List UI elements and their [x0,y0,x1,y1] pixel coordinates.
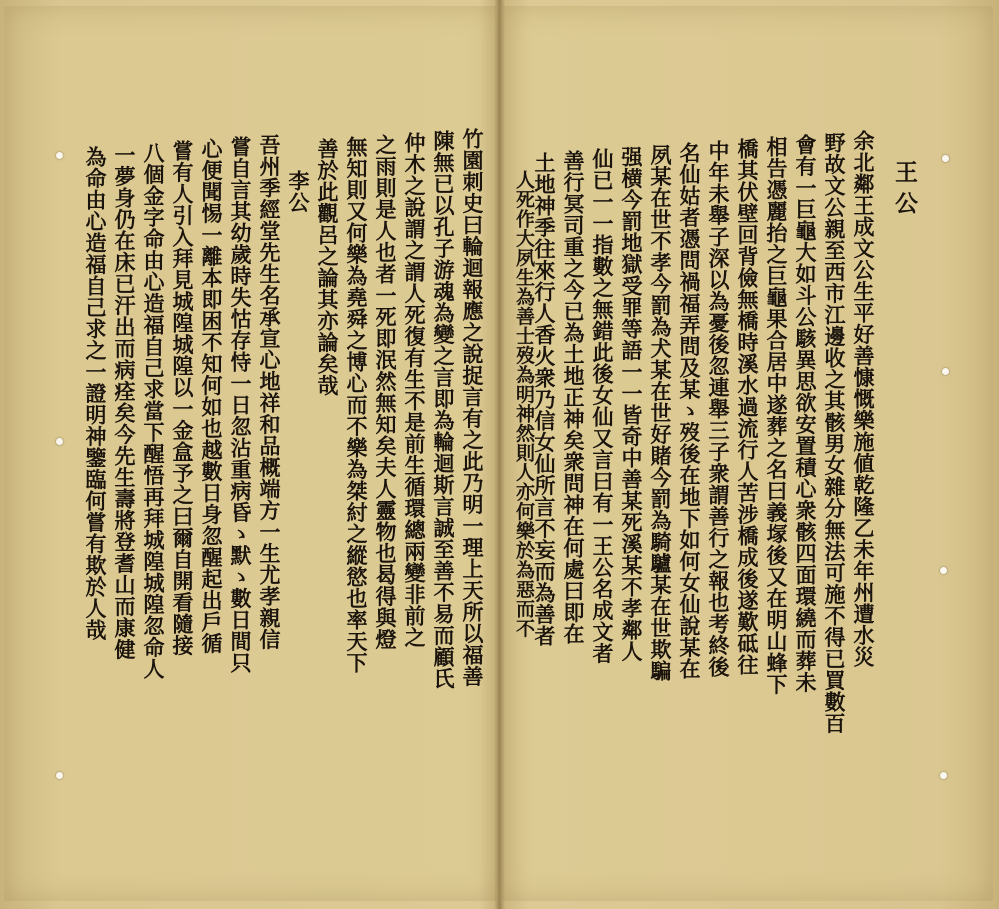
text-column: 强横今罰地獄受罪等語一一皆奇中善某死溪某不孝鄰人 [619,146,644,662]
binding-hole [56,772,63,779]
text-column: 人死作大夙生為善士歿為明神然則人亦何樂於為惡而不 [513,170,535,638]
binding-hole [940,567,947,574]
text-column: 會有一巨龜大如斗公駭異思欲安置積心衆骸四面環繞而葬未 [793,134,818,693]
text-column: 善於此觀呂之論其亦論矣哉 [315,138,340,396]
text-column: 土地神季往來行人香火衆乃信女仙所言不妄而為善者 [532,152,557,647]
text-column: 余北鄰王成文公生平好善慷慨樂施値乾隆乙未年州遭水災 [851,130,876,668]
text-column: 無知則又何樂為堯舜之博心而不樂為桀紂之縱慾也率天下 [344,136,369,674]
text-column: 為命由心造福自己求之一證明神鑒臨何嘗有欺於人哉 [83,146,108,641]
binding-hole [940,772,947,779]
text-column: 嘗有人引入拜見城隍城隍以一金盒予之曰爾自開看隨接 [170,140,195,656]
text-column: 仲木之說謂之謂人死復有生不是前生循環總兩變非前之 [402,132,427,648]
section-title-wang: 王公 [891,160,918,222]
text-column: 心便聞惕一離本即困不知何如也越數日身忽醒起出戶循 [199,138,224,654]
text-column: 一夢身仍在床已汗出而病痊矣今先生壽將登耆山而康健 [112,144,137,660]
text-column: 之雨則是人也者一死即泯然無知矣夫人靈物也曷得與燈 [373,134,398,650]
binding-hole [56,152,63,159]
text-column: 八個金字命由心造福自己求當下醒悟再拜城隍城隍忽命人 [141,142,166,680]
text-column: 相告憑麗抬之巨龜果合居中遂葬之名曰義塜後又在明山蜂下 [764,136,789,695]
text-column: 名仙姑者憑問禍福弄問及某ゝ歿後在地下如何女仙說某在 [677,142,702,680]
text-column: 善行冥司重之今已為土地正神矣衆問神在何處曰即在 [561,150,586,645]
text-column: 竹園刺史曰輪迴報應之說捉言有之此乃明一理上天所以福善 [460,128,485,687]
book-gutter [494,0,505,909]
text-column: 陳無已以孔子游魂為變之言即為輪迴斯言誠至善不易而顧氏 [431,130,456,689]
text-column: 吾州季經堂先生名承宣心地祥和品概端方一生尤孝親信 [257,134,282,650]
text-column: 橋其伏壁回背儉無橋時溪水過流行人苦涉橋成後遂歎砥往 [735,138,760,676]
text-column: 夙某在世不孝今罰為犬某在世好賭今罰為騎驢某在世欺騙 [648,144,673,682]
section-title-li: 李公 [286,170,311,213]
text-column: 中年未舉子深以為憂後忽連舉三子衆謂善行之報也考終後 [706,140,731,678]
binding-hole [942,368,949,375]
binding-hole [56,438,63,445]
binding-hole [942,155,949,162]
text-column: 嘗自言其幼歲時失怙存恃一日忽沾重病昏ゝ默ゝ數日間只 [228,136,253,674]
text-column: 仙已一一指數之無錯此後女仙又言曰有一王公名成文者 [590,148,615,664]
text-column: 野故文公親至西市江邊收之其骸男女雜分無法可施不得已買數百 [822,132,847,734]
